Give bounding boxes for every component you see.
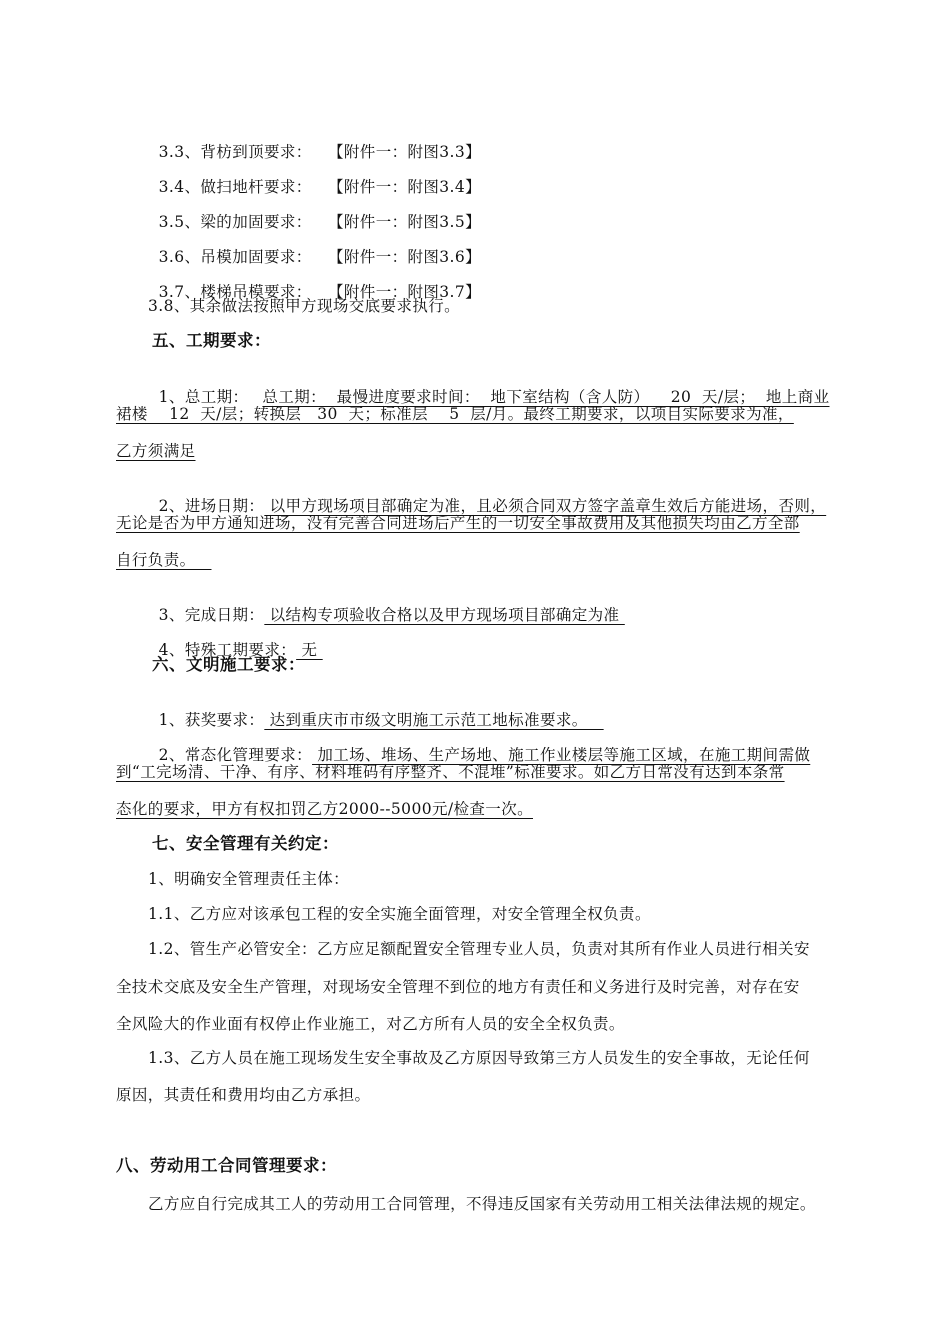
attachment-ref: 【附件一：附图3.3】 xyxy=(328,143,482,161)
clause-3-8: 3.8、其余做法按照甲方现场交底要求执行。 xyxy=(148,297,461,315)
section-6-heading: 六、文明施工要求： xyxy=(152,655,305,674)
schedule-entry-cont-1: 无论是否为甲方通知进场，没有完善合同进场后产生的一切安全事故费用及其他损失均由乙方全部 xyxy=(116,514,800,532)
clause-label: 3.3、背枋到顶要求： xyxy=(158,143,312,161)
clause-label: 3.6、吊模加固要求： xyxy=(158,248,312,266)
civilized-award-value: 达到重庆市市级文明施工示范工地标准要求。 xyxy=(264,711,604,729)
clause-3-4 xyxy=(148,157,482,197)
labor-contract-text: 乙方应自行完成其工人的劳动用工合同管理，不得违反国家有关劳动用工相关法律法规的规定。 xyxy=(148,1195,816,1213)
civilized-mgmt-cont-1: 到“工完场清、干净、有序、材料堆码有序整齐、不混堆”标准要求。如乙方日常没有达到本条常 xyxy=(116,763,785,781)
civilized-mgmt-value: 加工场、堆场、生产场地、施工作业楼层等施工区域，在施工期间需做 xyxy=(312,746,811,764)
civilized-award xyxy=(148,690,604,730)
safety-1-2-cont-2: 全风险大的作业面有权停止作业施工，对乙方所有人员的安全全权负责。 xyxy=(116,1015,625,1033)
safety-1-3: 1.3、乙方人员在施工现场发生安全事故及乙方原因导致第三方人员发生的安全事故，无论任何 xyxy=(148,1049,810,1067)
schedule-total-cont-2: 乙方须满足 xyxy=(116,442,196,460)
schedule-entry xyxy=(148,476,826,516)
safety-1: 1、明确安全管理责任主体： xyxy=(148,870,350,888)
schedule-finish xyxy=(148,585,625,625)
schedule-entry-label: 2、进场日期： xyxy=(158,497,265,515)
schedule-entry-value: 以甲方现场项目部确定为准，且必须合同双方签字盖章生效后方能进场，否则， xyxy=(264,497,827,515)
schedule-entry-cont-2: 自行负责。 xyxy=(116,551,212,569)
clause-label: 3.4、做扫地杆要求： xyxy=(158,178,312,196)
section-8-heading: 八、劳动用工合同管理要求： xyxy=(116,1156,337,1175)
schedule-special-value: 无 xyxy=(296,641,323,659)
schedule-total-label: 1、总工期： xyxy=(158,388,249,406)
schedule-total-cont-1: 裙楼 12 天/层；转换层 30 天；标准层 5 层/月。最终工期要求，以项目实际要求为准， xyxy=(116,405,794,423)
civilized-award-label: 1、获奖要求： xyxy=(158,711,265,729)
civilized-mgmt-label: 2、常态化管理要求： xyxy=(158,746,313,764)
civilized-mgmt xyxy=(148,725,810,765)
clause-3-5 xyxy=(148,192,482,232)
safety-1-3-cont: 原因，其责任和费用均由乙方承担。 xyxy=(116,1086,371,1104)
section-5-heading: 五、工期要求： xyxy=(152,331,271,350)
schedule-special-label: 4、特殊工期要求： xyxy=(158,641,297,659)
schedule-special xyxy=(148,620,323,660)
schedule-total xyxy=(148,367,830,407)
attachment-ref: 【附件一：附图3.4】 xyxy=(328,178,482,196)
clause-label: 3.5、梁的加固要求： xyxy=(158,213,312,231)
clause-label: 3.7、楼梯吊模要求： xyxy=(158,283,312,301)
section-7-heading: 七、安全管理有关约定： xyxy=(152,834,339,853)
safety-1-2: 1.2、管生产必管安全：乙方应足额配置安全管理专业人员，负责对其所有作业人员进行相关安 xyxy=(148,940,810,958)
attachment-ref: 【附件一：附图3.6】 xyxy=(328,248,482,266)
safety-1-2-cont-1: 全技术交底及安全生产管理，对现场安全管理不到位的地方有责任和义务进行及时完善，对存在安 xyxy=(116,978,800,996)
civilized-mgmt-cont-2: 态化的要求，甲方有权扣罚乙方2000--5000元/检查一次。 xyxy=(116,800,533,818)
schedule-finish-value: 以结构专项验收合格以及甲方现场项目部确定为准 xyxy=(264,606,625,624)
attachment-ref: 【附件一：附图3.7】 xyxy=(328,283,482,301)
safety-1-1: 1.1、乙方应对该承包工程的安全实施全面管理，对安全管理全权负责。 xyxy=(148,905,651,923)
attachment-ref: 【附件一：附图3.5】 xyxy=(328,213,482,231)
schedule-finish-label: 3、完成日期： xyxy=(158,606,265,624)
schedule-total-value: 总工期： 最慢进度要求时间： 地下室结构（含人防） 20 天/层； 地上商业 xyxy=(262,388,830,406)
clause-3-6 xyxy=(148,227,482,267)
clause-3-3 xyxy=(148,122,482,162)
